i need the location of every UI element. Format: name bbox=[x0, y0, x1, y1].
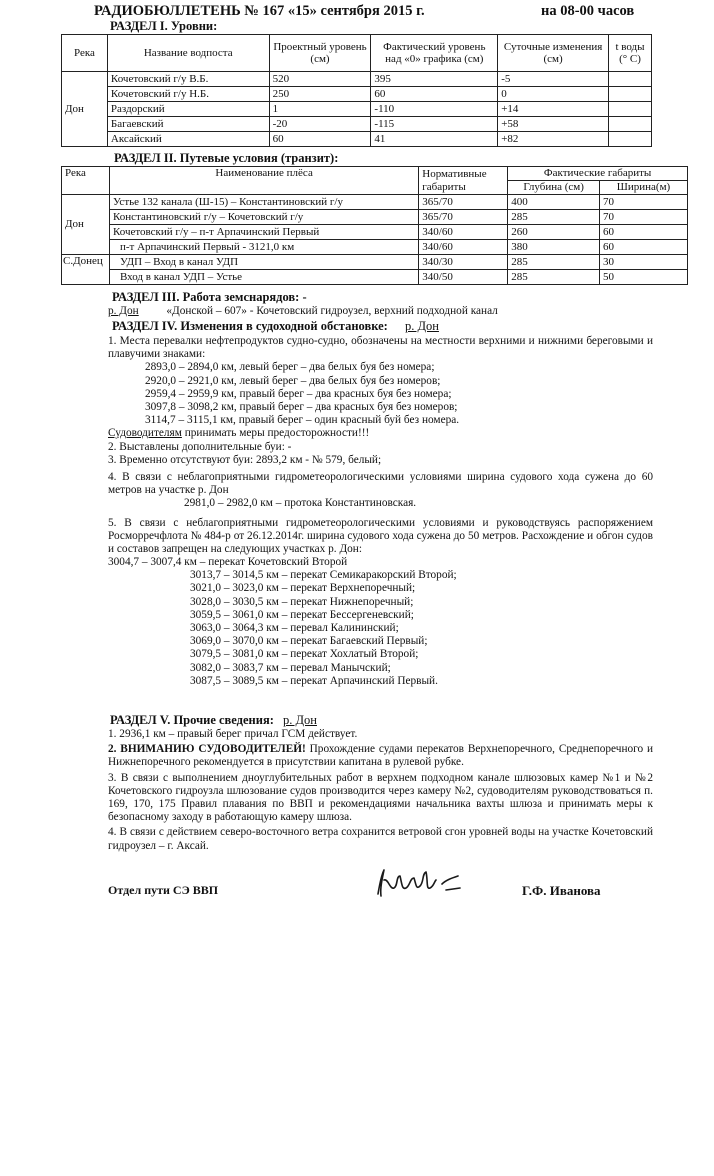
river-cell: Дон bbox=[62, 72, 108, 147]
section5-header bbox=[110, 713, 317, 728]
list-item: 3097,8 – 3098,2 км, правый берег – два красных буя без номеров; bbox=[145, 400, 458, 413]
table-cell: 340/50 bbox=[419, 270, 508, 285]
dredger-info: «Донской – 607» - Кочетовский гидроузел, верхний подходной канал bbox=[166, 305, 498, 317]
table-row bbox=[62, 195, 688, 210]
table-cell: Устье 132 канала (Ш-15) – Константиновский г/у bbox=[109, 195, 418, 210]
table-row bbox=[62, 255, 688, 270]
table-cell: Вход в канал УДП – Устье bbox=[109, 270, 418, 285]
attention-text: Прохождение судами перекатов Верхнепоречного, Среднепоречного и Нижнепоречного рекомендуется в присутствии капитана в рулевой рубке. bbox=[108, 743, 654, 769]
col-actual-level: Фактический уровень над «0» графика (см) bbox=[371, 35, 498, 72]
list-item: 3021,0 – 3023,0 км – перекат Верхнепоречный; bbox=[190, 582, 416, 595]
list-item: 3069,0 – 3070,0 км – перекат Багаевский Первый; bbox=[190, 635, 428, 648]
col-depth: Глубина (см) bbox=[508, 181, 600, 195]
section4-item5-first: 3004,7 – 3007,4 км – перекат Кочетовский Второй bbox=[108, 556, 348, 569]
table-cell: 50 bbox=[600, 270, 688, 285]
table-row bbox=[62, 270, 688, 285]
section5-item1: 1. 2936,1 км – правый берег причал ГСМ действует. bbox=[108, 728, 358, 740]
table-cell: Кочетовский г/у Н.Б. bbox=[107, 87, 269, 102]
route-conditions-table bbox=[61, 166, 688, 285]
table-cell: 0 bbox=[498, 87, 609, 102]
table-row bbox=[62, 240, 688, 255]
list-item: 3063,0 – 3064,3 км – перевал Калининский; bbox=[190, 622, 399, 635]
table-cell: 340/60 bbox=[419, 225, 508, 240]
table-cell: -110 bbox=[371, 102, 498, 117]
table-cell: +82 bbox=[498, 132, 609, 147]
table-row bbox=[62, 87, 652, 102]
section4-item2: 2. Выставлены дополнительные буи: - bbox=[108, 440, 292, 453]
table-cell: Кочетовский г/у В.Б. bbox=[107, 72, 269, 87]
list-item: 3013,7 – 3014,5 км – перекат Семикаракорский Второй; bbox=[190, 569, 457, 582]
table-cell: 1 bbox=[269, 102, 371, 117]
narrowed-sections-list bbox=[108, 569, 653, 688]
warning-rest: принимать меры предосторожности!!! bbox=[181, 427, 370, 440]
route-header-row bbox=[62, 167, 688, 181]
table-row bbox=[62, 117, 652, 132]
table-row bbox=[62, 132, 652, 147]
table-cell: 60 bbox=[600, 225, 688, 240]
table-cell bbox=[609, 132, 652, 147]
table-cell bbox=[609, 117, 652, 132]
list-item: 3079,5 – 3081,0 км – перекат Хохлатый Второй; bbox=[190, 648, 419, 661]
section4-item1: 1. Места перевалки нефтепродуктов судно-судно, обозначены на местности верхними и нижними береговыми и плавучими знаками: bbox=[108, 335, 653, 361]
table-cell: УДП – Вход в канал УДП bbox=[109, 255, 418, 270]
table-cell: 285 bbox=[508, 270, 600, 285]
list-item: 3028,0 – 3030,5 км – перекат Нижнепоречный; bbox=[190, 595, 414, 608]
table-cell: 30 bbox=[600, 255, 688, 270]
col-design-level: Проектный уровень (см) bbox=[269, 35, 371, 72]
table-cell: 60 bbox=[269, 132, 371, 147]
table-cell: 395 bbox=[371, 72, 498, 87]
river-cell: Дон bbox=[62, 195, 110, 255]
section2-title: РАЗДЕЛ II. Путевые условия (транзит): bbox=[114, 151, 339, 165]
table-row bbox=[62, 72, 652, 87]
list-item: 2893,0 – 2894,0 км, левый берег – два белых буя без номера; bbox=[145, 361, 435, 374]
section4-title: РАЗДЕЛ IV. Изменения в судоходной обстановке: bbox=[112, 319, 388, 333]
list-item: 2959,4 – 2959,9 км, правый берег – два красных буя без номера; bbox=[145, 387, 452, 400]
table-cell: 70 bbox=[600, 195, 688, 210]
attention-heading: 2. ВНИМАНИЮ СУДОВОДИТЕЛЕЙ! bbox=[108, 743, 306, 756]
col-width: Ширина(м) bbox=[600, 181, 688, 195]
table-cell: -115 bbox=[371, 117, 498, 132]
bulletin-time: на 08-00 часов bbox=[541, 3, 635, 19]
table-cell: Константиновский г/у – Кочетовский г/у bbox=[109, 210, 418, 225]
warning-underlined: Судоводителям bbox=[108, 427, 182, 440]
section1-title: РАЗДЕЛ I. Уровни: bbox=[110, 19, 218, 33]
col-reach-name: Наименование плёса bbox=[109, 167, 418, 195]
list-item: 3114,7 – 3115,1 км, правый берег – один красный буй без номера. bbox=[145, 414, 460, 427]
signer-name: Г.Ф. Иванова bbox=[522, 883, 601, 898]
table-cell: 285 bbox=[508, 210, 600, 225]
table-cell: 400 bbox=[508, 195, 600, 210]
col-actual-size: Фактические габариты bbox=[508, 167, 688, 181]
levels-table bbox=[61, 34, 652, 147]
section4-item4-detail: 2981,0 – 2982,0 км – протока Константиновская. bbox=[184, 497, 417, 510]
col-water-temp: t воды (° С) bbox=[609, 35, 652, 72]
levels-header-row bbox=[62, 35, 652, 72]
table-cell: 41 bbox=[371, 132, 498, 147]
table-cell bbox=[609, 87, 652, 102]
section4-body bbox=[108, 335, 653, 688]
table-cell: -5 bbox=[498, 72, 609, 87]
bulletin-title: РАДИОБЮЛЛЕТЕНЬ № 167 «15» сентября 2015 г. bbox=[94, 3, 425, 19]
table-cell bbox=[609, 72, 652, 87]
section3-title: РАЗДЕЛ III. Работа земснарядов: - bbox=[112, 290, 307, 304]
table-row bbox=[62, 102, 652, 117]
section3-body bbox=[108, 305, 653, 318]
table-cell: 285 bbox=[508, 255, 600, 270]
section4-item5: 5. В связи с неблагоприятными гидрометеорологическими условиями и руководствуясь распоряжением Росморречфлота № 484-р от 26.12.2014г. ширина судового хода сужена до 50 метров. Расхождение и обгон судов и составов запрещен на следующих участках р. Дон: bbox=[108, 516, 653, 555]
department-label: Отдел пути СЭ ВВП bbox=[108, 883, 219, 897]
table-cell: 340/30 bbox=[419, 255, 508, 270]
table-cell: 60 bbox=[371, 87, 498, 102]
section5-body bbox=[108, 728, 653, 853]
section3-river: р. Дон bbox=[108, 305, 139, 317]
table-cell: 520 bbox=[269, 72, 371, 87]
table-cell: -20 bbox=[269, 117, 371, 132]
list-item: 3082,0 – 3083,7 км – перевал Манычский; bbox=[190, 661, 391, 674]
col-daily-change: Суточные изменения (см) bbox=[498, 35, 609, 72]
col-station: Название водпоста bbox=[107, 35, 269, 72]
table-cell: 70 bbox=[600, 210, 688, 225]
table-cell: п-т Арпачинский Первый - 3121,0 км bbox=[109, 240, 418, 255]
section5-item3: 3. В связи с выполнением дноуглубительных работ в верхнем подходном канале шлюзовых камер №1 и №2 Кочетовского гидроузла шлюзование судов производится через камеру №2, судоводителям руководствоваться п. 169, 170, 175 Правил плавания по ВВП и рекомендациями начальника вахты шлюза и принимать меры к безопасному заходу в работающую камеру шлюза. bbox=[108, 771, 653, 824]
table-cell: 365/70 bbox=[419, 210, 508, 225]
section5-river: р. Дон bbox=[283, 713, 317, 727]
section5-item4: 4. В связи с действием северо-восточного ветра сохранится ветровой сгон уровней воды на участке Кочетовский гидроузел – г. Аксай. bbox=[108, 826, 653, 852]
col-normative-size: Нормативные габариты bbox=[419, 167, 508, 195]
table-cell: 340/60 bbox=[419, 240, 508, 255]
section5-item2 bbox=[108, 743, 653, 769]
col-river: Река bbox=[62, 35, 108, 72]
table-cell: Багаевский bbox=[107, 117, 269, 132]
col-river: Река bbox=[62, 167, 110, 195]
table-cell: 260 bbox=[508, 225, 600, 240]
list-item: 3059,5 – 3061,0 км – перекат Бессергеневский; bbox=[190, 608, 414, 621]
river-cell: С.Донец bbox=[62, 255, 110, 285]
table-cell: Раздорский bbox=[107, 102, 269, 117]
table-cell: 60 bbox=[600, 240, 688, 255]
table-cell: Кочетовский г/у – п-т Арпачинский Первый bbox=[109, 225, 418, 240]
section4-item3: 3. Временно отсутствуют буи: 2893,2 км - № 579, белый; bbox=[108, 453, 382, 466]
table-cell: 250 bbox=[269, 87, 371, 102]
table-row bbox=[62, 210, 688, 225]
captains-warning bbox=[108, 427, 653, 440]
table-cell: +58 bbox=[498, 117, 609, 132]
handwritten-signature bbox=[372, 866, 464, 902]
list-item: 3087,5 – 3089,5 км – перекат Арпачинский Первый. bbox=[190, 674, 438, 687]
table-cell: +14 bbox=[498, 102, 609, 117]
section4-river: р. Дон bbox=[404, 319, 439, 333]
transfer-points-list bbox=[108, 361, 653, 427]
table-row bbox=[62, 225, 688, 240]
table-cell: 365/70 bbox=[419, 195, 508, 210]
list-item: 2920,0 – 2921,0 км, левый берег – два белых буя без номеров; bbox=[145, 374, 441, 387]
section4-item4: 4. В связи с неблагоприятными гидрометеорологическими условиями ширина судового хода сужена до 60 метров на участке р. Дон bbox=[108, 470, 653, 497]
bulletin-header bbox=[94, 3, 654, 20]
table-cell bbox=[609, 102, 652, 117]
table-cell: Аксайский bbox=[107, 132, 269, 147]
table-cell: 380 bbox=[508, 240, 600, 255]
section5-title: РАЗДЕЛ V. Прочие сведения: bbox=[110, 713, 274, 727]
section4-header bbox=[112, 319, 439, 334]
